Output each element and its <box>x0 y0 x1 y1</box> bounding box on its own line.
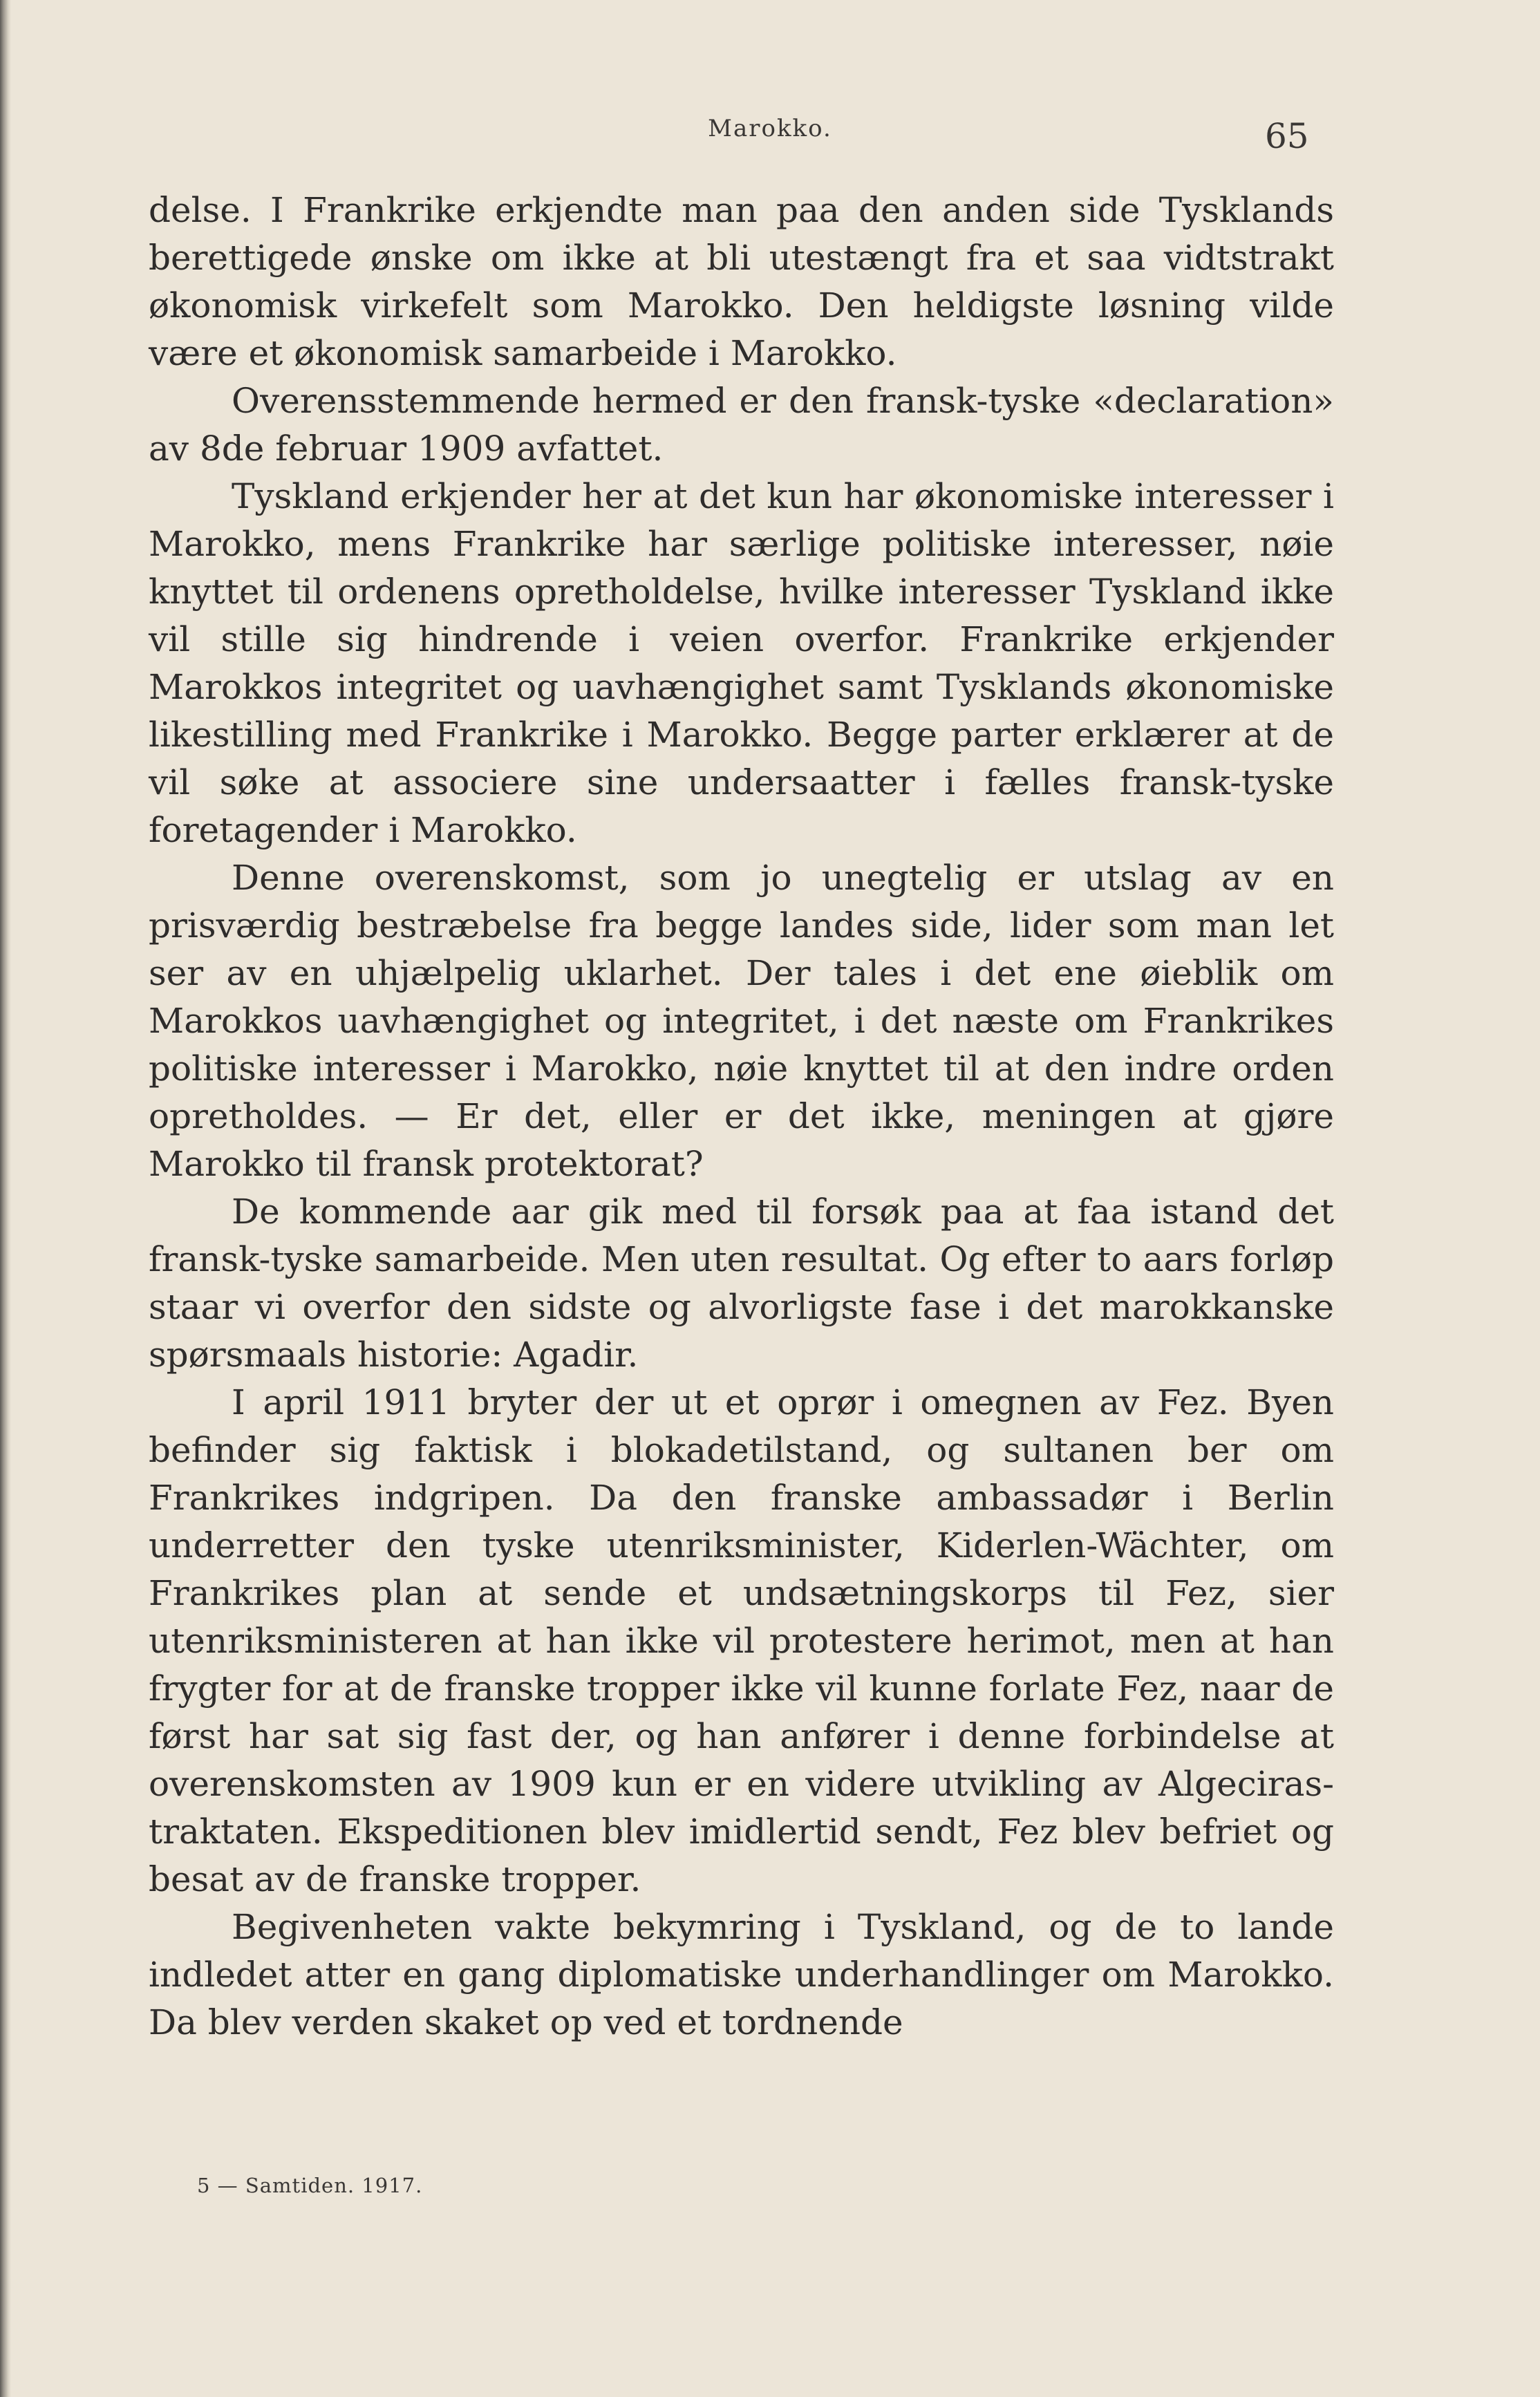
paragraph: I april 1911 bryter der ut et oprør i omegnen av Fez. Byen befinder sig faktisk i blokadetilstand, og sultanen ber om Frankrikes indgripen. Da den franske ambassadør i Berlin underretter den tyske utenriksminister, Kiderlen-Wächter, om Frankrikes plan at sende et undsætningskorps til Fez, sier utenriksministeren at han ikke vil protestere herimot, men at han frygter for at de franske tropper ikke vil kunne forlate Fez, naar de først har sat sig fast der, og han anfører i denne forbindelse at overenskomsten av 1909 kun er en videre utvikling av Algeciras-traktaten. Ekspeditionen blev imidlertid sendt, Fez blev befriet og besat av de franske tropper. <box>149 1382 1334 1899</box>
paragraph: Begivenheten vakte bekymring i Tyskland, og de to lande indledet atter en gang diplomatiske underhandlinger om Marokko. Da blev verden skaket op ved et tordnende <box>149 1907 1334 2042</box>
running-title: Marokko. <box>708 115 832 142</box>
signature-mark: 5 — Samtiden. 1917. <box>197 2174 423 2197</box>
paragraph: De kommende aar gik med til forsøk paa at faa istand det fransk-tyske samarbeide. Men uten resultat. Og efter to aars forløp staar vi overfor den sidste og alvorligste fase i det marokkanske spørsmaals historie: Agadir. <box>149 1192 1334 1375</box>
page-header <box>0 111 1540 166</box>
paragraph: Denne overenskomst, som jo unegtelig er utslag av en prisværdig bestræbelse fra begge landes side, lider som man let ser av en uhjælpelig uklarhet. Der tales i det ene øieblik om Marokkos uavhængighet og integritet, i det næste om Frankrikes politiske interesser i Marokko, nøie knyttet til at den indre orden opretholdes. — Er det, eller er det ikke, meningen at gjøre Marokko til fransk protektorat? <box>149 858 1334 1184</box>
page-number: 65 <box>1265 116 1309 156</box>
paragraph-continued: delse. I Frankrike erkjendte man paa den anden side Tysklands berettigede ønske om ikke at bli utestængt fra et saa vidtstrakt økonomisk virkefelt som Marokko. Den heldigste løsning vilde være et økonomisk samarbeide i Marokko. <box>149 190 1334 373</box>
body-text <box>149 187 1334 2047</box>
paragraph: Tyskland erkjender her at det kun har økonomiske interesser i Marokko, mens Frankrike har særlige politiske interesser, nøie knyttet til ordenens opretholdelse, hvilke interesser Tyskland ikke vil stille sig hindrende i veien overfor. Frankrike erkjender Marokkos integritet og uavhængighet samt Tysklands økonomiske likestilling med Frankrike i Marokko. Begge parter erklærer at de vil søke at associere sine undersaatter i fælles fransk-tyske foretagender i Marokko. <box>149 476 1334 850</box>
paragraph: Overensstemmende hermed er den fransk-tyske «declaration» av 8de februar 1909 avfattet. <box>149 381 1334 469</box>
page-binding-edge <box>0 0 11 2397</box>
